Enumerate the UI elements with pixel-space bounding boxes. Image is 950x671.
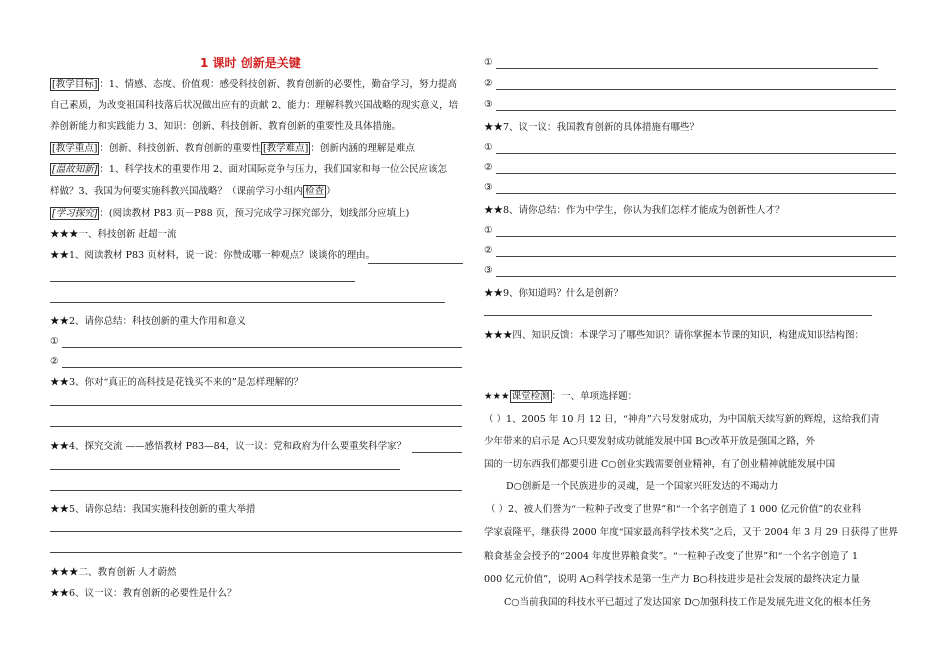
answer-line[interactable] [496,276,896,277]
answer-line[interactable] [50,281,355,282]
review-tag: [温故知新] [52,164,98,175]
answer-line[interactable] [368,263,463,264]
marker-2: ② [484,78,493,89]
knowledge-feedback: ★★★四、知识反馈：本课学习了哪些知识？请你掌握本节课的知识，构建成知识结构图： [484,330,865,341]
review-line-2 [50,186,336,198]
mc2-line-5: C○当前我国的科技水平已超过了发达国家 D○加强科技工作是发展先进文化的根本任务 [504,597,871,608]
marker-1: ① [50,336,59,347]
review-text-2-end: ） [326,186,336,197]
answer-line[interactable] [50,490,462,491]
goals-text-1: ：1、情感、态度、价值观：感受科技创新、教育创新的必要性，勤奋学习，努力提高 [99,79,457,90]
key-and-difficulty [50,143,415,155]
question-8: ★★8、请你总结：作为中学生，你认为我们怎样才能成为创新性人才？ [484,205,785,216]
test-text: ：一、单项选择题： [551,391,638,402]
marker-1: ① [484,142,493,153]
answer-line[interactable] [496,153,896,154]
mc2-line-4: 000 亿元价值”，说明 A○科学技术是第一生产力 B○科技进步是社会发展的最终决定力量 [484,574,860,585]
review-text-1: ：1、科学技术的重要作用 2、面对国际竞争与压力，我们国家和每一位公民应该怎 [99,164,448,175]
explore-text: ：(阅读教材 P83 页－P88 页，预习完成学习探究部分，划线部分应填上) [99,208,410,219]
section-1-heading: ★★★一、科技创新 赶超一流 [50,229,177,240]
question-1: ★★1、阅读教材 P83 页材料，说一说：你赞成哪一种观点？谈谈你的理由。 [50,250,376,261]
section-2-heading: ★★★二、教育创新 人才蔚然 [50,567,177,578]
explore-tag: [学习探究] [52,208,98,219]
answer-line[interactable] [496,68,878,69]
answer-line[interactable] [412,452,462,453]
mc1-line-4: D○创新是一个民族进步的灵魂，是一个国家兴旺发达的不竭动力 [506,481,779,492]
teaching-goals [50,79,457,91]
marker-1: ① [484,225,493,236]
answer-line[interactable] [50,302,445,303]
answer-line[interactable] [50,469,400,470]
test-tag: 课堂检测 [511,391,550,402]
mc1-line-3: 国的一切东西我们都要引进 C○创业实践需要创业精神，有了创业精神就能发展中国 [484,459,836,470]
lesson-title: 1 课时 创新是关键 [200,56,301,70]
goals-text-2: 自己素质，为改变祖国科技落后状况做出应有的贡献 2、能力：理解科教兴国战略的现实意义，培 [50,100,459,111]
review-text-2: 样做？3、我国为何要实施科教兴国战略？（课前学习小组内 [50,186,304,197]
answer-line[interactable] [496,89,896,90]
answer-line[interactable] [496,193,896,194]
marker-2: ② [484,245,493,256]
answer-line[interactable] [62,347,462,348]
mc1-line-2: 少年带来的启示是 A○只要发射成功就能发展中国 B○改革开放是强国之路，外 [484,436,815,447]
answer-line[interactable] [50,405,462,406]
key-tag: [教学重点] [52,143,98,154]
question-3: ★★3、你对“真正的高科技是花钱买不来的”是怎样理解的？ [50,377,304,388]
answer-line[interactable] [496,173,896,174]
answer-line[interactable] [62,367,462,368]
answer-line[interactable] [496,110,896,111]
goals-tag: [教学目标] [52,79,98,90]
key-text: ：创新、科技创新、教育创新的重要性 [99,143,261,154]
marker-3: ③ [484,182,493,193]
marker-2: ② [484,162,493,173]
answer-line[interactable] [50,426,462,427]
question-5: ★★5、请你总结：我国实施科技创新的重大举措 [50,504,256,515]
answer-line[interactable] [50,552,462,553]
answer-line[interactable] [50,531,462,532]
explore-section [50,208,409,220]
question-9: ★★9、你知道吗？什么是创新？ [484,288,624,299]
answer-line[interactable] [484,315,872,316]
marker-3: ③ [484,99,493,110]
question-2: ★★2、请你总结：科技创新的重大作用和意义 [50,316,247,327]
question-4: ★★4、探究交流 ——感悟教材 P83—84，议一议：党和政府为什么要重奖科学家？ [50,441,407,452]
difficulty-text: ：创新内涵的理解是难点 [310,143,415,154]
difficulty-tag: [教学难点] [262,143,309,154]
mc1-line-1: （ ）1、2005 年 10 月 12 日，“神舟”六号发射成功，为中国航天续写新的辉煌，这给我们青 [484,414,880,425]
mc2-line-3: 粮食基金会授予的“2004 年度世界粮食奖”。“一粒种子改变了世界”和“一个名字创造了 1 [484,551,859,562]
marker-2: ② [50,356,59,367]
review-section [50,164,447,176]
question-7: ★★7、议一议：我国教育创新的具体措施有哪些？ [484,122,700,133]
check-tag: 检查 [305,186,325,197]
mc2-line-1: （ ）2、被人们誉为“一粒种子改变了世界”和“一个名字创造了 1 000 亿元价值”的农业科 [486,504,862,515]
question-6: ★★6、议一议：教育创新的必要性是什么？ [50,588,237,599]
answer-line[interactable] [496,256,896,257]
marker-3: ③ [484,265,493,276]
mc2-line-2: 学家袁隆平，继获得 2000 年度“国家最高科学技术奖”之后，又于 2004 年 3 月 29 日获得了世界 [484,527,898,538]
classroom-test-heading [484,391,637,403]
goals-text-3: 养创新能力和实践能力 3、知识：创新、科技创新、教育创新的重要性及具体措施。 [50,121,402,132]
test-stars: ★★★ [484,391,510,402]
answer-line[interactable] [496,236,896,237]
marker-1: ① [484,57,493,68]
